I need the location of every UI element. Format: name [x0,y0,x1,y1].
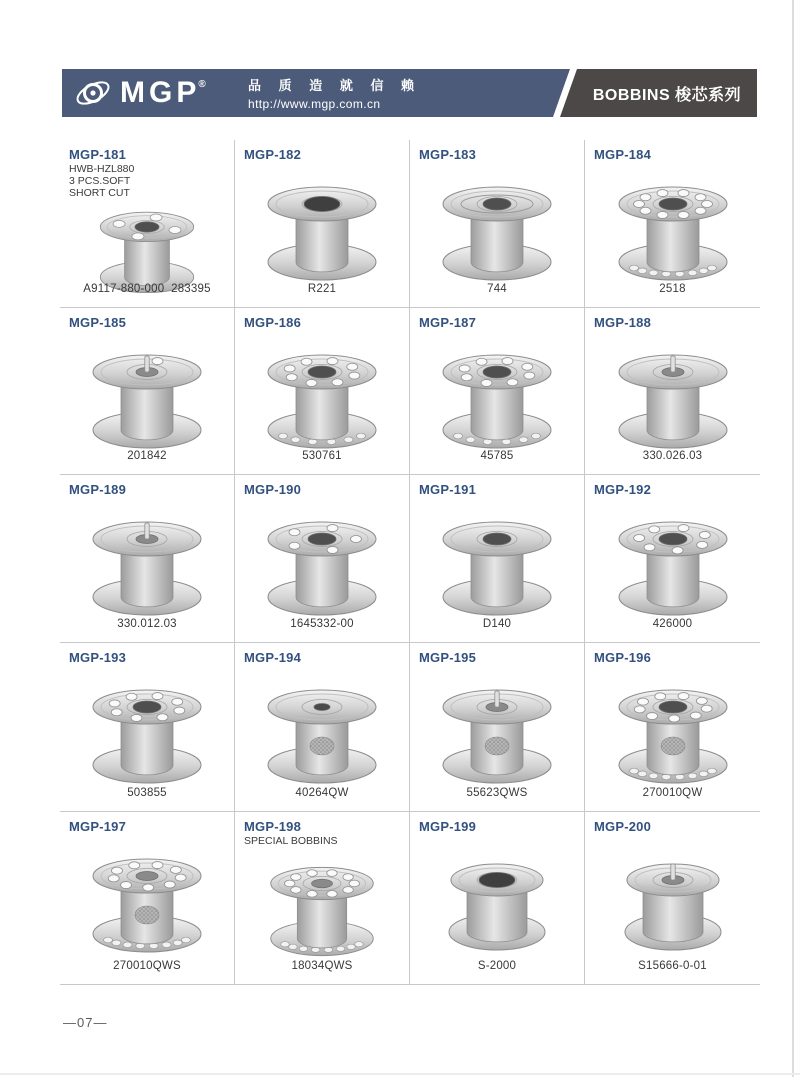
product-code: MGP-186 [244,315,302,330]
product-code: MGP-191 [419,482,477,497]
logo-text: MGP [120,76,201,109]
bobbin-image [429,677,565,795]
product-code: MGP-184 [594,147,652,162]
bobbin-image [254,677,390,795]
series-title: BOBBINS 梭芯系列 [592,86,742,104]
product-code: MGP-196 [594,650,652,665]
product-grid [60,140,760,985]
product-code: MGP-190 [244,482,302,497]
bobbin-image [605,342,741,460]
product-cell [235,475,410,643]
product-number: D140 [482,618,512,630]
product-notes [60,162,234,199]
product-number: 426000 [652,618,693,630]
product-code: MGP-189 [69,482,127,497]
product-notes [235,330,409,331]
product-code: MGP-187 [419,315,477,330]
page-edge-bottom [0,1073,800,1075]
product-notes [60,665,234,666]
bobbin-image [254,342,390,460]
product-code: MGP-195 [419,650,477,665]
product-number: 503855 [127,787,167,799]
product-notes [235,834,409,847]
product-number: 55623QWS [466,787,528,799]
header-url: http://www.mgp.com.cn [248,97,381,111]
bobbin-image [605,509,741,627]
bobbin-image [429,509,565,627]
product-cell [60,812,235,985]
bobbin-photo-icon [79,677,215,795]
product-code: MGP-200 [594,819,652,834]
product-cell [410,140,585,308]
product-cell [60,475,235,643]
bobbin-photo-icon [429,677,565,795]
product-cell [585,308,760,475]
header-tagline: 品 质 造 就 信 赖 [248,78,422,93]
bobbin-image [254,174,390,292]
product-cell [235,140,410,308]
bobbin-image [79,846,215,964]
orbit-globe-icon [72,73,116,113]
bobbin-photo-icon [254,677,390,795]
product-number: 330.012.03 [117,618,177,630]
bobbin-photo-icon [254,509,390,627]
bobbin-photo-icon [605,846,741,964]
product-number: A9117-880-000 283395 [83,283,211,295]
product-cell [60,140,235,308]
header-tagline-block [248,75,421,111]
product-notes [585,162,760,163]
catalog-header [62,69,757,117]
bobbin-photo-icon [605,174,741,292]
product-number: 270010QW [642,787,703,799]
bobbin-photo-icon [429,174,565,292]
product-number: R221 [307,283,337,295]
product-cell [235,812,410,985]
product-notes [585,330,760,331]
product-notes [410,162,584,163]
product-code: MGP-197 [69,819,127,834]
bobbin-image [605,846,741,964]
bobbin-image [429,174,565,292]
bobbin-image [254,855,390,967]
product-cell [585,812,760,985]
product-cell [410,643,585,812]
brand-logo [72,69,208,117]
product-cell [410,308,585,475]
product-number: 1645332-00 [290,618,354,630]
bobbin-photo-icon [429,342,565,460]
product-cell [585,475,760,643]
product-code: MGP-185 [69,315,127,330]
product-code: MGP-182 [244,147,302,162]
product-notes [235,162,409,163]
bobbin-photo-icon [605,509,741,627]
product-cell [60,308,235,475]
bobbin-photo-icon [429,509,565,627]
product-number: 40264QW [295,787,349,799]
bobbin-image [429,846,565,964]
bobbin-image [254,509,390,627]
bobbin-photo-icon [79,509,215,627]
product-code: MGP-199 [419,819,477,834]
bobbin-image [79,509,215,627]
product-notes [410,834,584,835]
product-notes [410,497,584,498]
product-cell [585,643,760,812]
bobbin-image [605,677,741,795]
product-number: 330.026.03 [642,450,703,462]
product-code: MGP-181 [69,147,127,162]
product-number: S-2000 [477,960,517,972]
bobbin-image [79,342,215,460]
product-notes [60,330,234,331]
product-cell [235,643,410,812]
product-notes [585,497,760,498]
bobbin-image [79,677,215,795]
product-number: 18034QWS [291,960,353,972]
product-cell [410,475,585,643]
product-notes [60,497,234,498]
bobbin-photo-icon [79,846,215,964]
product-notes [585,834,760,835]
product-code: MGP-188 [594,315,652,330]
product-code: MGP-183 [419,147,477,162]
product-number: 744 [487,283,507,295]
bobbin-photo-icon [254,174,390,292]
bobbin-photo-icon [79,342,215,460]
product-number: 45785 [480,450,514,462]
registered-mark: ® [198,78,206,90]
product-note: SHORT CUT [69,187,130,200]
bobbin-image [429,342,565,460]
product-cell [60,643,235,812]
product-notes [585,665,760,666]
product-notes [410,330,584,331]
product-code: MGP-194 [244,650,302,665]
product-cell [235,308,410,475]
product-number: 2518 [659,283,686,295]
product-note: SPECIAL BOBBINS [244,835,338,847]
page-edge-right [792,0,794,1077]
product-code: MGP-192 [594,482,652,497]
product-number: 201842 [127,450,167,462]
bobbin-photo-icon [605,677,741,795]
bobbin-photo-icon [254,342,390,460]
product-notes [235,665,409,666]
product-notes [60,834,234,835]
bobbin-photo-icon [605,342,741,460]
product-notes [410,665,584,666]
page-number: —07— [63,1015,108,1030]
product-notes [235,497,409,498]
product-code: MGP-198 [244,819,302,834]
product-cell [585,140,760,308]
product-note: HWB-HZL880 [69,163,135,175]
product-code: MGP-193 [69,650,127,665]
bobbin-image [605,174,741,292]
product-number: 530761 [302,450,342,462]
bobbin-photo-icon [254,855,390,967]
bobbin-photo-icon [429,846,565,964]
product-number: 270010QWS [113,960,181,972]
product-cell [410,812,585,985]
product-number: S15666-0-01 [638,960,707,972]
product-note: 3 PCS.SOFT [69,175,131,188]
